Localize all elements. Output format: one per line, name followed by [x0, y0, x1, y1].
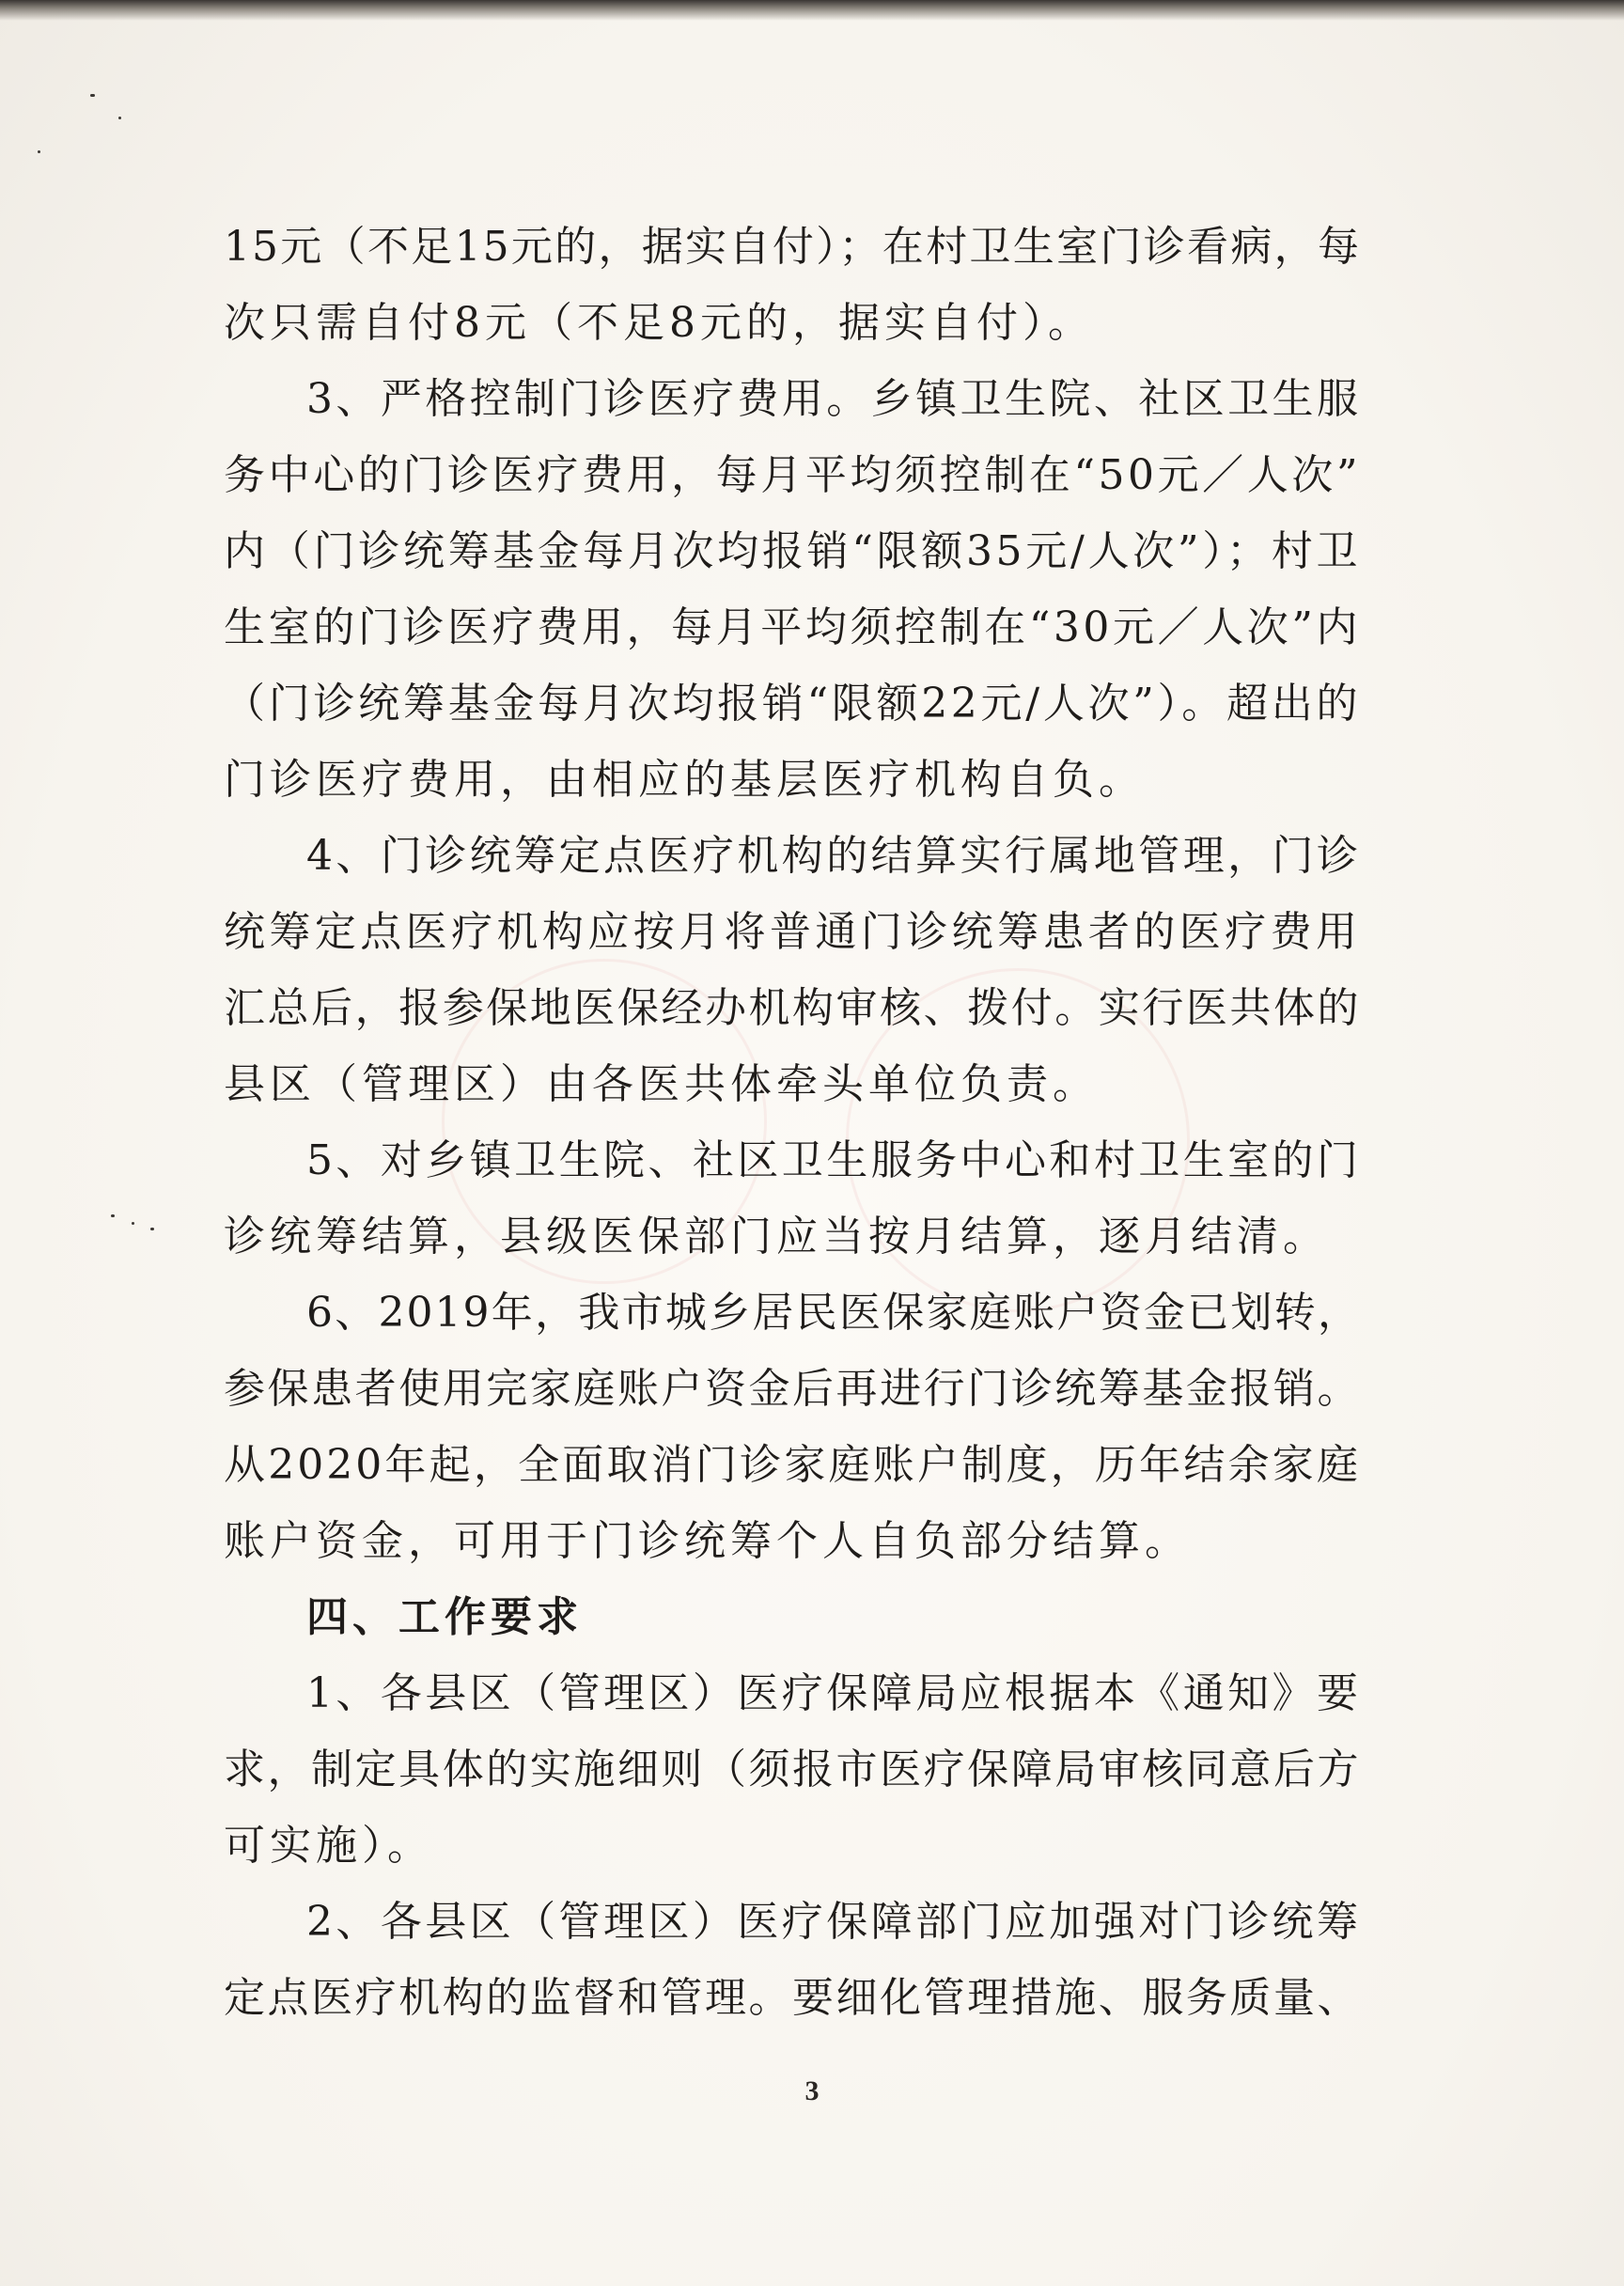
text-line: 县区（管理区）由各医共体牵头单位负责。	[224, 1060, 1099, 1108]
text-line: 账户资金，可用于门诊统筹个人自负部分结算。	[224, 1517, 1191, 1565]
text-line: 6、2019年，我市城乡居民医保家庭账户资金已划转，	[306, 1289, 1361, 1337]
text-line: 内（门诊统筹基金每月次均报销“限额35元/人次”）；村卫	[224, 527, 1361, 575]
scan-speck	[118, 117, 121, 119]
body-text	[224, 209, 1361, 2036]
text-line: 诊统筹结算，县级医保部门应当按月结算，逐月结清。	[224, 1213, 1329, 1260]
text-line: 参保患者使用完家庭账户资金后再进行门诊统筹基金报销。	[224, 1365, 1361, 1413]
section-heading: 四、工作要求	[306, 1593, 583, 1641]
text-line: 次只需自付8元（不足8元的，据实自付）。	[224, 299, 1094, 347]
text-line: 定点医疗机构的监督和管理。要细化管理措施、服务质量、	[224, 1974, 1361, 2022]
text-line: 可实施）。	[224, 1822, 433, 1870]
text-line: 门诊医疗费用，由相应的基层医疗机构自负。	[224, 756, 1145, 804]
text-line: 5、对乡镇卫生院、社区卫生服务中心和村卫生室的门	[306, 1136, 1361, 1184]
text-line: 3、严格控制门诊医疗费用。乡镇卫生院、社区卫生服	[306, 375, 1361, 423]
text-line: 从2020年起，全面取消门诊家庭账户制度，历年结余家庭	[224, 1441, 1361, 1489]
page-number: 3	[804, 2075, 820, 2106]
text-line: 4、门诊统筹定点医疗机构的结算实行属地管理，门诊	[306, 832, 1361, 880]
text-line: 生室的门诊医疗费用，每月平均须控制在“30元／人次”内	[224, 603, 1361, 651]
scan-speck	[90, 94, 95, 97]
text-line: 务中心的门诊医疗费用，每月平均须控制在“50元／人次”	[224, 451, 1361, 499]
text-line: 统筹定点医疗机构应按月将普通门诊统筹患者的医疗费用	[224, 908, 1361, 956]
text-line: 2、各县区（管理区）医疗保障部门应加强对门诊统筹	[306, 1898, 1361, 1946]
text-line: 汇总后，报参保地医保经办机构审核、拨付。实行医共体的	[224, 984, 1361, 1032]
text-line: 15元（不足15元的，据实自付）；在村卫生室门诊看病，每	[224, 223, 1361, 271]
text-line: （门诊统筹基金每月次均报销“限额22元/人次”）。超出的	[224, 680, 1361, 728]
scan-speck	[132, 1222, 134, 1225]
text-line: 1、各县区（管理区）医疗保障局应根据本《通知》要	[306, 1669, 1361, 1717]
scan-speck	[150, 1228, 154, 1230]
scan-edge-shadow	[0, 0, 1624, 21]
scan-speck	[38, 150, 40, 153]
scan-speck	[111, 1214, 115, 1217]
text-line: 求，制定具体的实施细则（须报市医疗保障局审核同意后方	[224, 1746, 1361, 1793]
